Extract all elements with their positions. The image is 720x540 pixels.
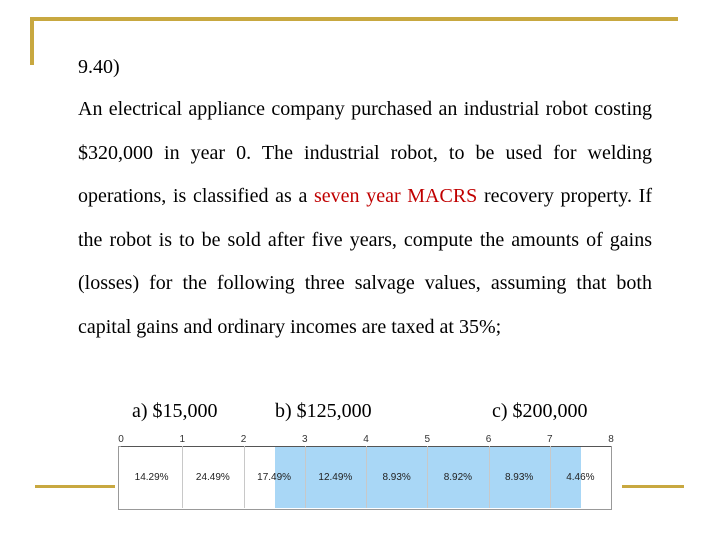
year-tick-4: 4 [363, 434, 369, 445]
option-b: b) $125,000 [275, 400, 372, 422]
option-c: c) $200,000 [492, 400, 588, 422]
macrs-rate-year-7: 8.93% [504, 472, 534, 483]
frame-bottom-left-line [35, 485, 115, 488]
problem-text-end: recovery property. If the robot is to be sold after five years, compute the amounts of gains (losses) for the following three salvage values, assuming that both capital gains and ordinary incomes are taxed at 35%; [78, 185, 652, 338]
year-tick-6: 6 [485, 434, 492, 445]
year-tick-3: 3 [301, 434, 308, 445]
frame-left-line [30, 17, 34, 65]
macrs-rate-year-3: 17.49% [257, 472, 292, 483]
problem-statement [78, 88, 652, 349]
year-tick-8: 8 [608, 434, 614, 445]
highlighted-term: seven year MACRS [314, 185, 478, 207]
macrs-rate-year-8: 4.46% [566, 472, 595, 483]
macrs-rate-year-5: 8.93% [382, 472, 411, 483]
frame-top-line [30, 17, 678, 21]
option-a: a) $15,000 [132, 400, 218, 422]
year-tick-1: 1 [179, 434, 186, 445]
macrs-rate-year-1: 14.29% [134, 472, 169, 483]
macrs-rate-year-2: 24.49% [195, 472, 230, 483]
year-tick-7: 7 [546, 434, 553, 445]
problem-number: 9.40) [78, 56, 120, 78]
macrs-rate-year-4: 12.49% [318, 472, 353, 483]
year-tick-0: 0 [118, 434, 124, 445]
problem-text-start: An electrical appliance company purchased an industrial robot costing $320,000 in year 0. The industrial robot, to be used for welding operations, is classified as a [78, 98, 652, 207]
year-tick-5: 5 [424, 434, 431, 445]
frame-bottom-right-line [622, 485, 684, 488]
year-tick-2: 2 [240, 434, 247, 445]
macrs-rate-year-6: 8.92% [443, 472, 473, 483]
